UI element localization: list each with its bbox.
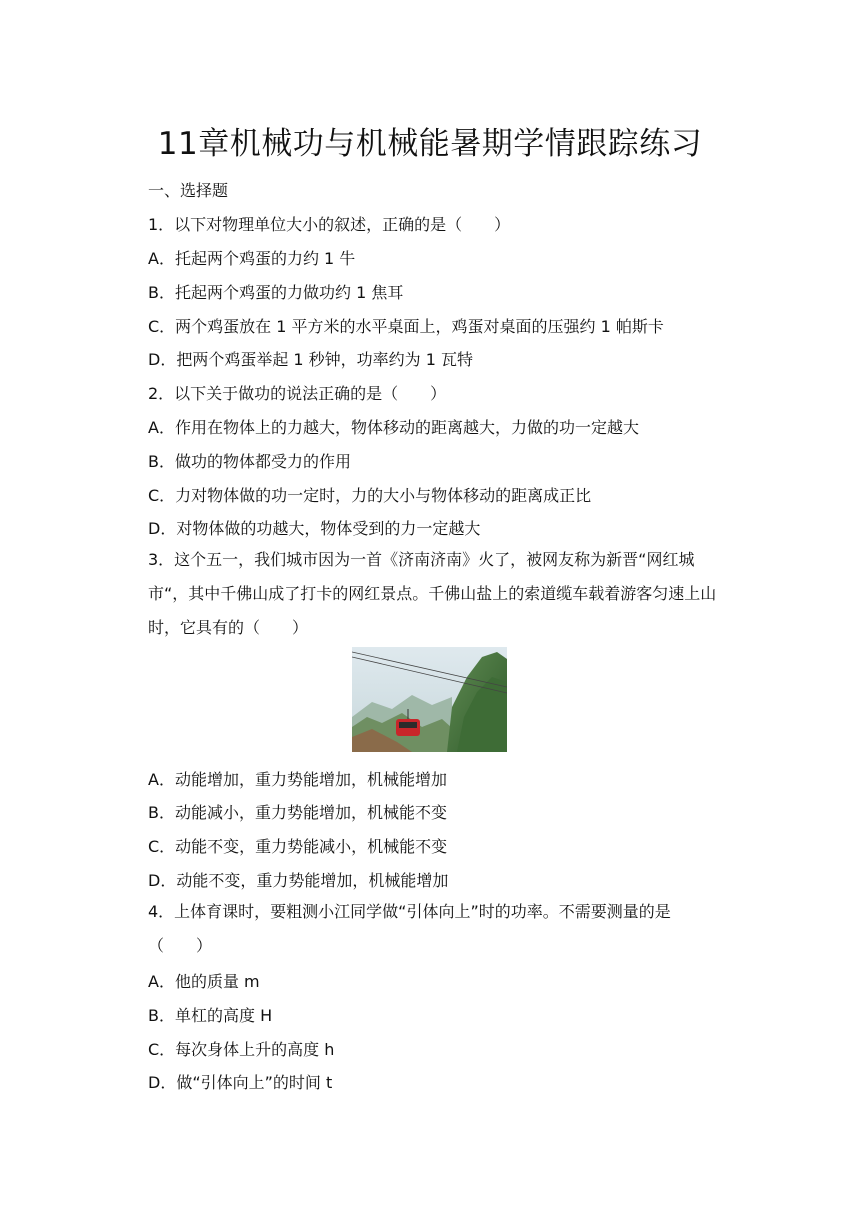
question-4-option-c: C．每次身体上升的高度 h [148, 1040, 335, 1059]
question-4-option-b: B．单杠的高度 H [148, 1006, 273, 1025]
question-4-option-d: D．做“引体向上”的时间 t [148, 1073, 333, 1092]
section-heading: 一、选择题 [148, 181, 229, 200]
question-4-stem: 4．上体育课时，要粗测小江同学做“引体向上”时的功率。不需要测量的是（ ） [148, 902, 671, 955]
question-3-option-a: A．动能增加，重力势能增加，机械能增加 [148, 770, 447, 789]
question-1-option-b: B．托起两个鸡蛋的力做功约 1 焦耳 [148, 283, 404, 302]
question-2-option-a: A．作用在物体上的力越大，物体移动的距离越大，力做的功一定越大 [148, 418, 639, 437]
cable-car-photo [352, 647, 507, 752]
question-2-option-b: B．做功的物体都受力的作用 [148, 452, 351, 471]
question-1-option-a: A．托起两个鸡蛋的力约 1 牛 [148, 249, 356, 268]
question-1-option-c: C．两个鸡蛋放在 1 平方米的水平桌面上，鸡蛋对桌面的压强约 1 帕斯卡 [148, 317, 664, 336]
question-4-option-a: A．他的质量 m [148, 972, 260, 991]
question-1-stem: 1．以下对物理单位大小的叙述，正确的是（ ） [148, 215, 511, 234]
question-3-option-b: B．动能减小，重力势能增加，机械能不变 [148, 803, 447, 822]
question-3-option-c: C．动能不变，重力势能减小，机械能不变 [148, 837, 448, 856]
question-2-option-c: C．力对物体做的功一定时，力的大小与物体移动的距离成正比 [148, 486, 592, 505]
question-2-option-d: D．对物体做的功越大，物体受到的力一定越大 [148, 519, 481, 538]
page-title: 11章机械功与机械能暑期学情跟踪练习 [157, 126, 703, 162]
question-2-stem: 2．以下关于做功的说法正确的是（ ） [148, 384, 447, 403]
question-1-option-d: D．把两个鸡蛋举起 1 秒钟，功率约为 1 瓦特 [148, 350, 474, 369]
cable-car-image [352, 647, 507, 752]
question-3-stem: 3．这个五一，我们城市因为一首《济南济南》火了，被网友称为新晋“网红城市“，其中千佛山成了打卡的网红景点。千佛山盐上的索道缆车载着游客匀速上山时，它具有的（ ） [148, 550, 717, 637]
question-3-option-d: D．动能不变，重力势能增加，机械能增加 [148, 871, 449, 890]
